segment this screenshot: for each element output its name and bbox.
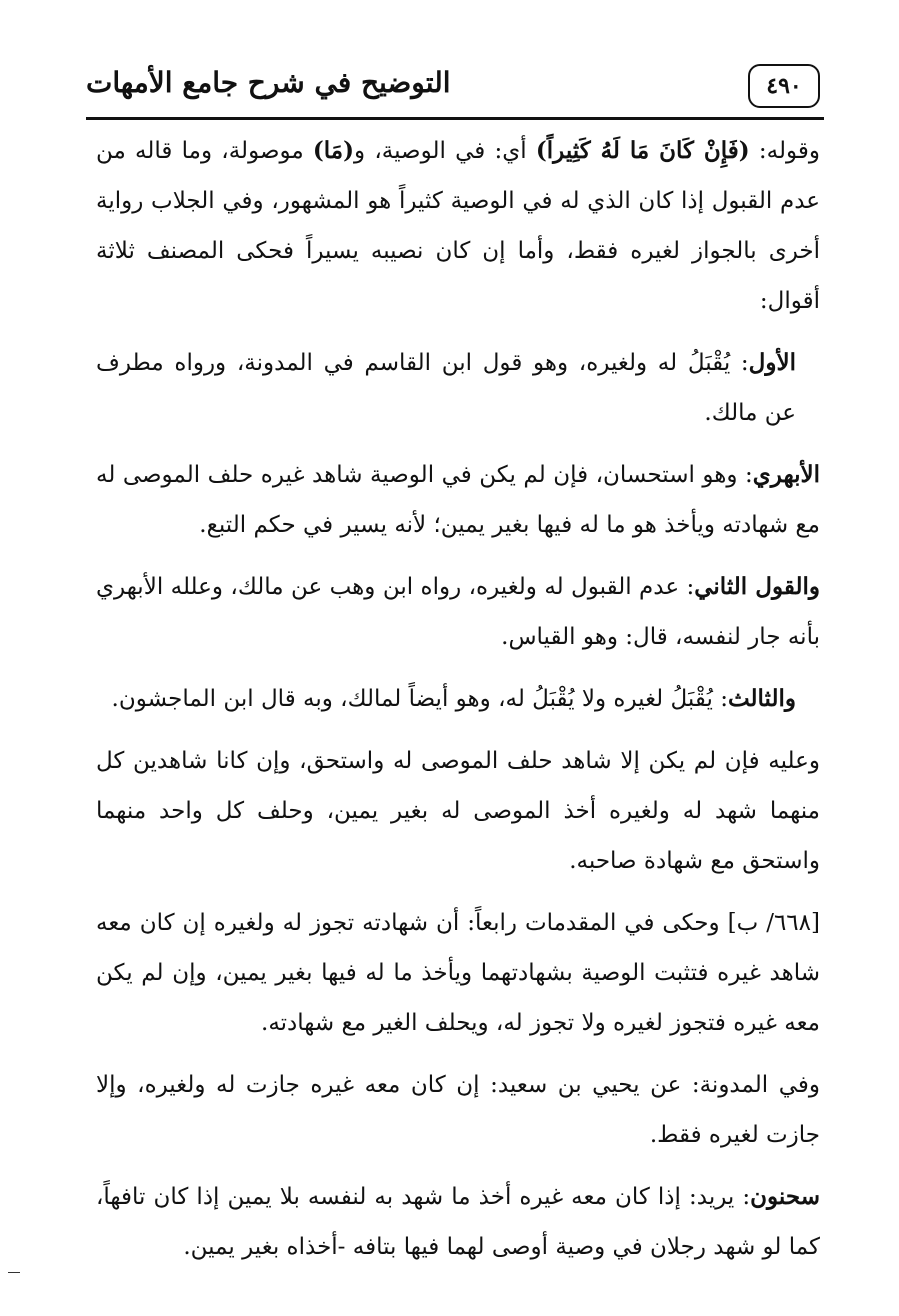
bold-term: (فَإِنْ كَانَ مَا لَهُ كَثِيراً) [535, 137, 750, 164]
paragraph-5 [96, 674, 820, 724]
text-run: : وهو استحسان، فإن لم يكن في الوصية شاهد غيره حلف الموصى له مع شهادته ويأخذ هو ما له فيها بغير يمين؛ لأنه يسير في حكم التبع. [96, 462, 820, 538]
header-rule [86, 117, 824, 120]
bold-term: والثالث [727, 685, 796, 712]
paragraph-9 [96, 1172, 820, 1272]
text-run: موصولة، وما قاله من عدم القبول إذا كان الذي له في الوصية كثيراً هو المشهور، وفي الجلاب رواية أخرى بالجواز لغيره فقط، وأما إن كان نصيبه يسيراً فحكى المصنف ثلاثة أقوال: [96, 138, 820, 314]
paragraph-3 [96, 450, 820, 550]
paragraph-6 [96, 736, 820, 886]
text-run: : عدم القبول له ولغيره، رواه ابن وهب عن مالك، وعلله الأبهري بأنه جار لنفسه، قال: وهو القياس. [96, 574, 820, 650]
paragraph-8 [96, 1060, 820, 1160]
text-run: وعليه فإن لم يكن إلا شاهد حلف الموصى له واستحق، وإن كانا شاهدين كل منهما شهد له ولغيره أخذ الموصى له بغير يمين، وحلف كل واحد منهما واستحق مع شهادة صاحبه. [96, 748, 820, 874]
text-run: وقوله: [749, 138, 820, 164]
bold-term: الأبهري [752, 461, 820, 488]
page-body [96, 126, 820, 1284]
bold-term: سحنون [750, 1183, 820, 1210]
paragraph-2 [96, 338, 820, 438]
paragraph-4 [96, 562, 820, 662]
text-run: أي: في الوصية، و [354, 138, 536, 164]
paragraph-1 [96, 126, 820, 326]
margin-mark [8, 1272, 20, 1273]
page-number: ٤٩٠ [748, 64, 820, 108]
bold-term: والقول الثاني [694, 573, 820, 600]
text-run: : يُقْبَلُ لغيره ولا يُقْبَلُ له، وهو أيضاً لمالك، وبه قال ابن الماجشون. [111, 686, 728, 712]
book-title: التوضيح في شرح جامع الأمهات [86, 66, 451, 99]
text-run: وفي المدونة: عن يحيي بن سعيد: إن كان معه غيره جازت له ولغيره، وإلا جازت لغيره فقط. [96, 1072, 820, 1148]
bold-term: (مَا) [312, 137, 355, 164]
text-run: : يُقْبَلُ له ولغيره، وهو قول ابن القاسم في المدونة، ورواه مطرف عن مالك. [96, 350, 796, 426]
page-header [86, 58, 824, 120]
text-run: [٦٦٨/ ب] وحكى في المقدمات رابعاً: أن شهادته تجوز له ولغيره إن كان معه شاهد غيره فتثبت الوصية بشهادتهما ويأخذ ما له فيها بغير يمين، وإن لم يكن معه غيره فتجوز لغيره ولا تجوز له، ويحلف الغير مع شهادته. [96, 910, 820, 1036]
bold-term: الأول [748, 349, 796, 376]
paragraph-7 [96, 898, 820, 1048]
text-run: : يريد: إذا كان معه غيره أخذ ما شهد به لنفسه بلا يمين إذا كان تافهاً، كما لو شهد رجلان في وصية أوصى لهما فيها بتافه -أخذاه بغير يمين. [96, 1184, 820, 1260]
